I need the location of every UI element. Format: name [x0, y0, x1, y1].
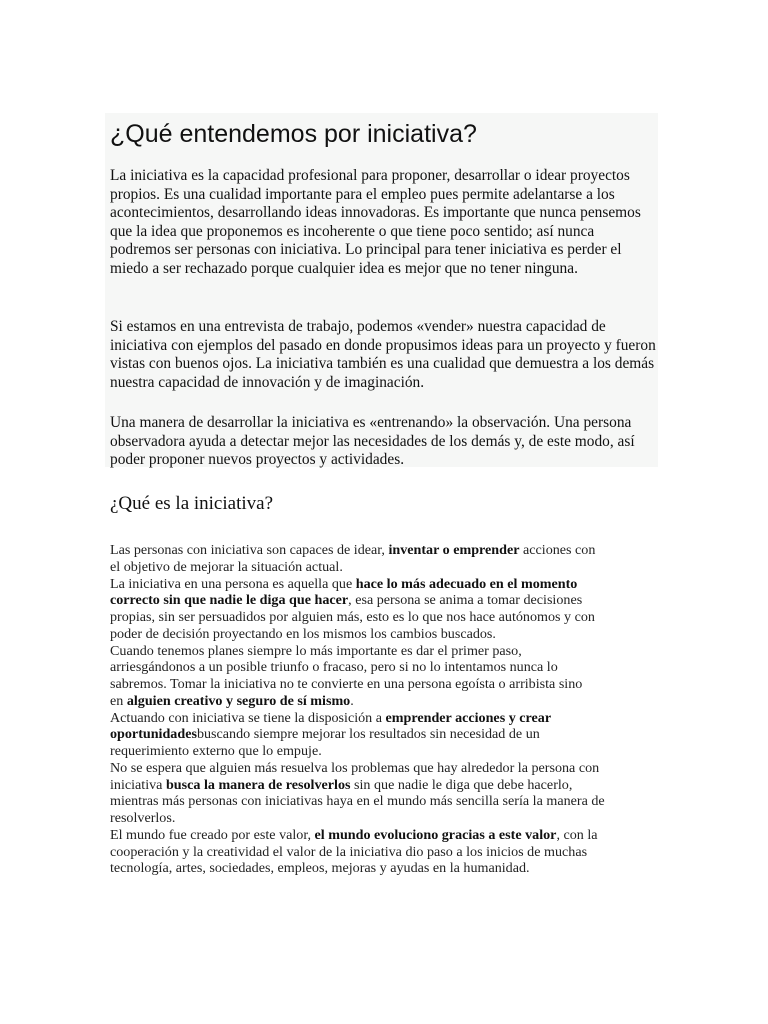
- text-line: Actuando con iniciativa se tiene la disposición a emprender acciones y crear: [110, 709, 552, 726]
- section1-title: ¿Qué entendemos por iniciativa?: [110, 120, 477, 148]
- text-line: Las personas con iniciativa son capaces de idear, inventar o emprender acciones con: [110, 542, 596, 558]
- bold-phrase: inventar o emprender: [388, 542, 520, 558]
- section1-paragraph-1: La iniciativa es la capacidad profesional para proponer, desarrollar o idear proyectos propios. Es una cualidad importante para el empleo pues permite adelantarse a los acontecimientos, desarrollando ideas innovadoras. Es importante que nunca pensemos que la idea que proponemos es incoherente o que tiene poco sentido; así nunca podremos ser personas con iniciativa. Lo principal para tener iniciativa es perder el miedo a ser rechazado porque cualquier idea es mejor que no tener ninguna.: [110, 167, 641, 277]
- text-line: arriesgándonos a un posible triunfo o fracaso, pero si no lo intentamos nunca lo: [110, 659, 558, 676]
- text-line: tecnología, artes, sociedades, empleos, mejoras y ayudas en la humanidad.: [110, 860, 530, 877]
- bold-phrase: busca la manera de resolverlos: [165, 776, 351, 793]
- bold-phrase: el mundo evoluciono gracias a este valor: [314, 826, 557, 843]
- section2-body: [110, 542, 658, 877]
- text-line: requerimiento externo que lo empuje.: [110, 743, 322, 759]
- section1-paragraph-2: Si estamos en una entrevista de trabajo, podemos «vender» nuestra capacidad de iniciativa con ejemplos del pasado en donde propusimos ideas para un proyecto y fueron vistas con buenos ojos. La iniciativa también es una cualidad que demuestra a los demás nuestra capacidad de innovación y de imaginación.: [110, 318, 656, 391]
- text-line: correcto sin que nadie le diga que hacer, esa persona se anima a tomar decisiones: [110, 592, 583, 609]
- bold-phrase: hace lo más adecuado en el momento: [355, 575, 578, 592]
- text-line: iniciativa busca la manera de resolverlos sin que nadie le diga que debe hacerlo,: [110, 776, 573, 793]
- text-line: mientras más personas con iniciativas haya en el mundo más sencilla sería la manera de: [110, 793, 605, 810]
- text-line: No se espera que alguien más resuelva los problemas que hay alrededor la persona con: [110, 759, 600, 776]
- text-line: La iniciativa en una persona es aquella que hace lo más adecuado en el momento: [110, 575, 578, 592]
- text-line: cooperación y la creatividad el valor de la iniciativa dio paso a los inicios de muchas: [110, 843, 588, 860]
- text-line: poder de decisión proyectando en los mismos los cambios buscados.: [110, 625, 496, 642]
- bold-phrase: oportunidades: [110, 726, 197, 743]
- bold-phrase: correcto sin que nadie le diga que hacer: [110, 592, 349, 609]
- text-line: resolverlos.: [110, 810, 176, 826]
- text-line: el objetivo de mejorar la situación actual.: [110, 558, 343, 575]
- bold-phrase: emprender acciones y crear: [385, 709, 552, 726]
- text-line: propias, sin ser persuadidos por alguien más, esto es lo que nos hace autónomos y con: [110, 609, 595, 625]
- text-line: oportunidadesbuscando siempre mejorar los resultados sin necesidad de un: [110, 726, 540, 743]
- section2-title: ¿Qué es la iniciativa?: [110, 493, 274, 514]
- text-line: El mundo fue creado por este valor, el mundo evoluciono gracias a este valor, con la: [110, 826, 598, 843]
- bold-phrase: alguien creativo y seguro de sí mismo: [126, 692, 351, 709]
- text-line: en alguien creativo y seguro de sí mismo.: [110, 692, 354, 709]
- text-line: Cuando tenemos planes siempre lo más importante es dar el primer paso,: [110, 642, 522, 659]
- text-line: sabremos. Tomar la iniciativa no te convierte en una persona egoísta o arribista sino: [110, 676, 583, 692]
- section1-paragraph-3: Una manera de desarrollar la iniciativa es «entrenando» la observación. Una persona observadora ayuda a detectar mejor las necesidades de los demás y, de este modo, así poder proponer nuevos proyectos y actividades.: [110, 414, 635, 469]
